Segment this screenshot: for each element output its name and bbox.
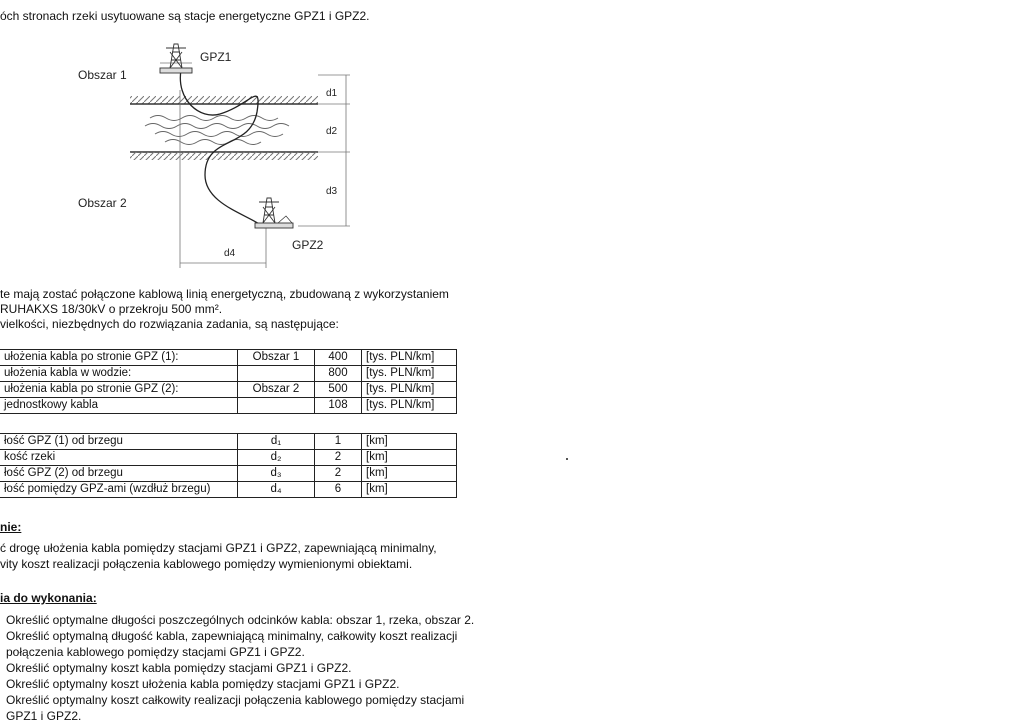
distance-name: łość pomiędzy GPZ-ami (wzdłuż brzegu)	[0, 482, 238, 498]
cost-area	[238, 398, 315, 414]
top-bank-hatch	[130, 96, 318, 104]
tower-icon	[160, 44, 192, 73]
cost-value: 400	[315, 350, 362, 366]
distance-name: łość GPZ (2) od brzegu	[0, 466, 238, 482]
distance-unit: [km]	[362, 434, 457, 450]
river-cable-diagram	[0, 30, 420, 275]
cost-value: 108	[315, 398, 362, 414]
tower-icon	[255, 198, 293, 228]
bottom-bank-hatch	[130, 152, 318, 160]
distance-value: 1	[315, 434, 362, 450]
cost-unit: [tys. PLN/km]	[362, 366, 457, 382]
cost-name: ułożenia kabla po stronie GPZ (2):	[0, 382, 238, 398]
d2-label: d2	[326, 126, 338, 137]
paragraph-line: te mają zostać połączone kablową linią energetyczną, zbudowaną z wykorzystaniem	[0, 287, 449, 301]
cable-path	[180, 70, 265, 228]
d3-label: d3	[326, 186, 338, 197]
distance-unit: [km]	[362, 450, 457, 466]
cost-area: Obszar 2	[238, 382, 315, 398]
paragraph-line: RUHAKXS 18/30kV o przekroju 500 mm².	[0, 302, 223, 316]
distance-symbol: d₁	[238, 434, 315, 450]
table-row	[0, 382, 457, 398]
distance-name: kość rzeki	[0, 450, 238, 466]
cost-area	[238, 366, 315, 382]
todo-list	[0, 612, 500, 724]
intro-text: óch stronach rzeki usytuowane są stacje energetyczne GPZ1 i GPZ2.	[0, 9, 370, 23]
station2-label: GPZ2	[292, 238, 324, 252]
table-row	[0, 482, 457, 498]
table-row	[0, 466, 457, 482]
table-row	[0, 434, 457, 450]
list-item-continuation: GPZ1 i GPZ2.	[6, 709, 82, 723]
distance-symbol: d₂	[238, 450, 315, 466]
cost-name: ułożenia kabla po stronie GPZ (1):	[0, 350, 238, 366]
list-item-continuation: połączenia kablowego pomiędzy stacjami GPZ1 i GPZ2.	[6, 645, 305, 659]
area2-label: Obszar 2	[78, 196, 127, 210]
area1-label: Obszar 1	[78, 68, 127, 82]
cost-unit: [tys. PLN/km]	[362, 382, 457, 398]
water-waves	[145, 116, 289, 145]
distance-unit: [km]	[362, 482, 457, 498]
task-line: ć drogę ułożenia kabla pomiędzy stacjami GPZ1 i GPZ2, zapewniającą minimalny,	[0, 541, 437, 555]
costs-table	[0, 349, 457, 414]
list-item: Określić optymalny koszt ułożenia kabla pomiędzy stacjami GPZ1 i GPZ2.	[6, 677, 400, 691]
stray-dot	[566, 458, 568, 460]
cost-unit: [tys. PLN/km]	[362, 398, 457, 414]
distance-value: 2	[315, 466, 362, 482]
cost-unit: [tys. PLN/km]	[362, 350, 457, 366]
paragraph-line: vielkości, niezbędnych do rozwiązania zadania, są następujące:	[0, 317, 339, 331]
table-row	[0, 450, 457, 466]
d4-label: d4	[224, 248, 236, 259]
cost-value: 500	[315, 382, 362, 398]
todo-heading: ia do wykonania:	[0, 591, 97, 605]
distance-value: 2	[315, 450, 362, 466]
list-item: Określić optymalną długość kabla, zapewniającą minimalny, całkowity koszt realizacji	[6, 629, 458, 643]
cost-name: jednostkowy kabla	[0, 398, 238, 414]
station1-label: GPZ1	[200, 50, 232, 64]
table-row	[0, 366, 457, 382]
table-row	[0, 350, 457, 366]
distance-symbol: d₃	[238, 466, 315, 482]
distances-table	[0, 433, 457, 498]
cost-area: Obszar 1	[238, 350, 315, 366]
list-item: Określić optymalny koszt kabla pomiędzy stacjami GPZ1 i GPZ2.	[6, 661, 352, 675]
list-item: Określić optymalny koszt całkowity realizacji połączenia kablowego pomiędzy stacjami	[6, 693, 465, 707]
d1-label: d1	[326, 88, 338, 99]
distance-value: 6	[315, 482, 362, 498]
list-item: Określić optymalne długości poszczególnych odcinków kabla: obszar 1, rzeka, obszar 2.	[6, 613, 475, 627]
cost-name: ułożenia kabla w wodzie:	[0, 366, 238, 382]
task-heading: nie:	[0, 520, 22, 534]
table-row	[0, 398, 457, 414]
distance-symbol: d₄	[238, 482, 315, 498]
distance-unit: [km]	[362, 466, 457, 482]
cost-value: 800	[315, 366, 362, 382]
task-line: vity koszt realizacji połączenia kablowego pomiędzy wymienionymi obiektami.	[0, 557, 413, 571]
distance-name: łość GPZ (1) od brzegu	[0, 434, 238, 450]
